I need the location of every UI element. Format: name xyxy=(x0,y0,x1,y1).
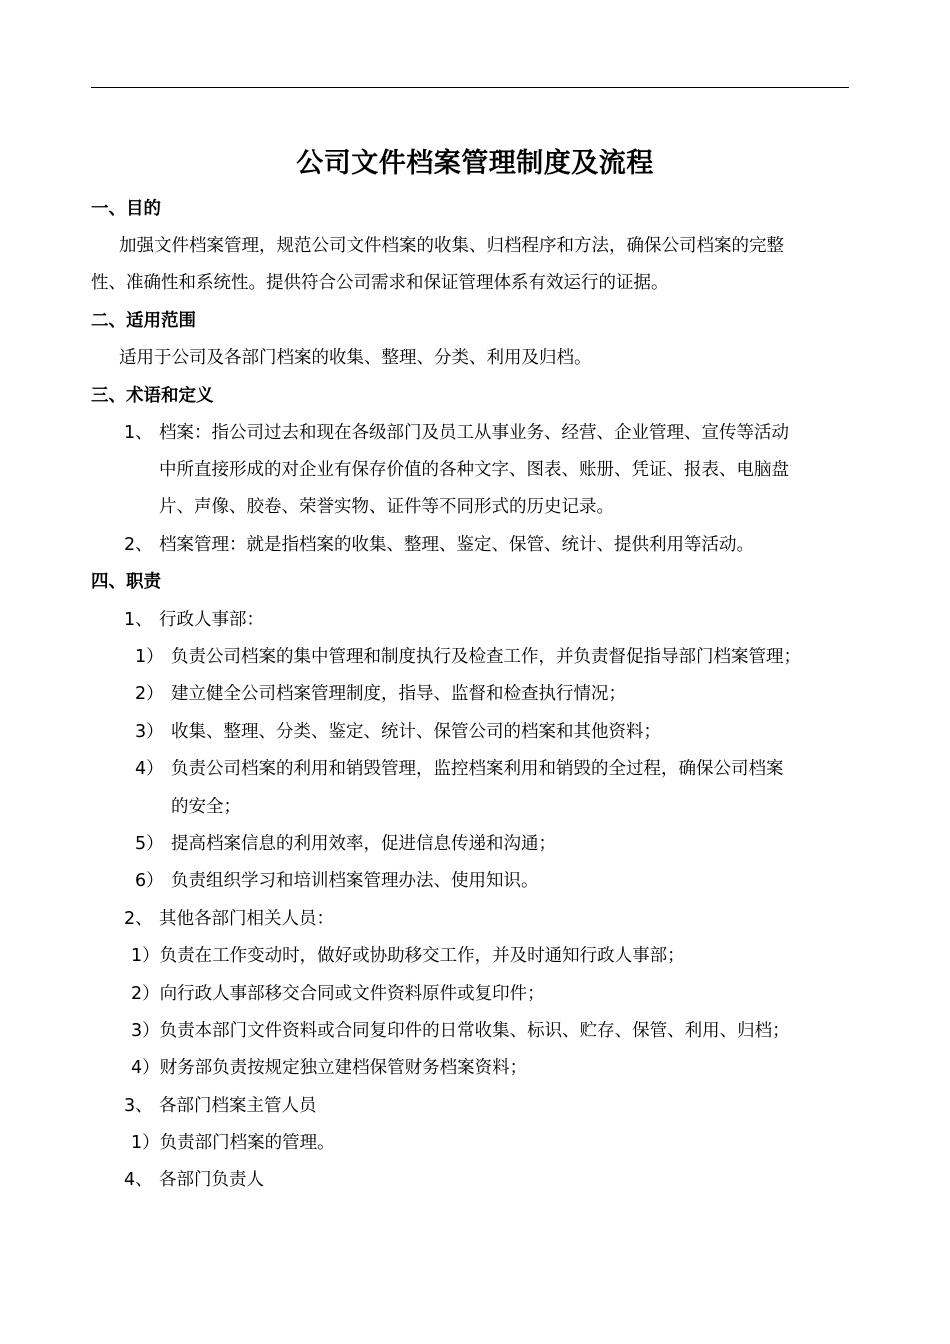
paragraph-line: 适用于公司及各部门档案的收集、整理、分类、利用及归档。 xyxy=(119,348,592,368)
list-number: 4、 xyxy=(124,1170,153,1190)
sub-item-line: 的安全； xyxy=(171,797,241,817)
header-rule xyxy=(91,87,849,88)
list-item-line: 档案：指公司过去和现在各级部门及员工从事业务、经营、企业管理、宣传等活动 xyxy=(159,423,789,443)
sub-item-line: 收集、整理、分类、鉴定、统计、保管公司的档案和其他资料； xyxy=(171,722,661,742)
sub-number: 6） xyxy=(135,871,164,891)
section-heading-purpose: 一、目的 xyxy=(91,199,161,219)
list-number: 3、 xyxy=(124,1096,153,1116)
sub-number: 5） xyxy=(135,834,164,854)
group-label: 行政人事部： xyxy=(159,610,264,630)
sub-item-line: 3）负责本部门文件资料或合同复印件的日常收集、标识、贮存、保管、利用、归档； xyxy=(131,1021,790,1041)
group-label: 各部门负责人 xyxy=(159,1170,264,1190)
group-label: 其他各部门相关人员： xyxy=(159,909,334,929)
sub-item-line: 负责公司档案的利用和销毁管理，监控档案利用和销毁的全过程，确保公司档案 xyxy=(171,759,784,779)
sub-number: 3） xyxy=(135,722,164,742)
list-item-line: 档案管理：就是指档案的收集、整理、鉴定、保管、统计、提供利用等活动。 xyxy=(159,535,754,555)
sub-number: 1） xyxy=(135,647,164,667)
list-number: 1、 xyxy=(124,423,153,443)
sub-item-line: 1）负责部门档案的管理。 xyxy=(131,1133,335,1153)
sub-item-line: 负责组织学习和培训档案管理办法、使用知识。 xyxy=(171,871,539,891)
list-number: 1、 xyxy=(124,610,153,630)
sub-item-line: 负责公司档案的集中管理和制度执行及检查工作，并负责督促指导部门档案管理； xyxy=(171,647,801,667)
sub-number: 2） xyxy=(135,684,164,704)
section-heading-scope: 二、适用范围 xyxy=(91,311,196,331)
sub-item-line: 建立健全公司档案管理制度，指导、监督和检查执行情况； xyxy=(171,684,626,704)
sub-item-line: 提高档案信息的利用效率，促进信息传递和沟通； xyxy=(171,834,556,854)
list-number: 2、 xyxy=(124,535,153,555)
sub-number: 4） xyxy=(135,759,164,779)
sub-item-line: 1）负责在工作变动时，做好或协助移交工作，并及时通知行政人事部； xyxy=(131,946,685,966)
document-title: 公司文件档案管理制度及流程 xyxy=(296,148,654,179)
group-label: 各部门档案主管人员 xyxy=(159,1096,317,1116)
paragraph-line: 性、准确性和系统性。提供符合公司需求和保证管理体系有效运行的证据。 xyxy=(91,273,669,293)
list-number: 2、 xyxy=(124,909,153,929)
paragraph-line: 加强文件档案管理，规范公司文件档案的收集、归档程序和方法，确保公司档案的完整 xyxy=(119,236,784,256)
list-item-line: 片、声像、胶卷、荣誉实物、证件等不同形式的历史记录。 xyxy=(159,497,614,517)
list-item-line: 中所直接形成的对企业有保存价值的各种文字、图表、账册、凭证、报表、电脑盘 xyxy=(159,460,789,480)
section-heading-terms: 三、术语和定义 xyxy=(91,386,214,406)
section-heading-duties: 四、职责 xyxy=(91,572,161,592)
sub-item-line: 4）财务部负责按规定独立建档保管财务档案资料； xyxy=(131,1058,528,1078)
sub-item-line: 2）向行政人事部移交合同或文件资料原件或复印件； xyxy=(131,984,545,1004)
